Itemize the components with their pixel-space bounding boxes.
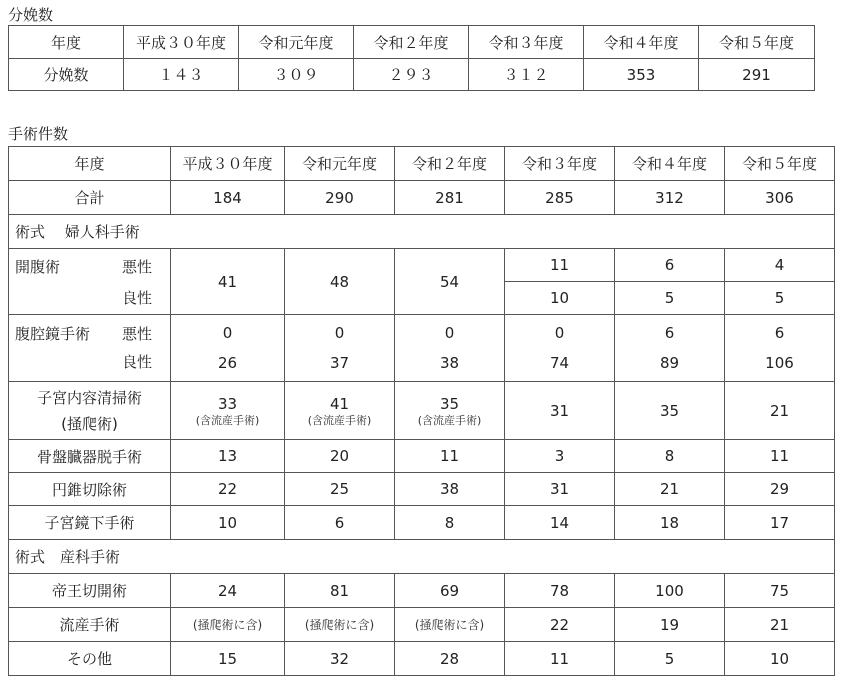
cell: ２９３ [354,59,469,91]
cell: 41 [171,249,285,315]
label-line [15,320,152,348]
deliveries-table [8,25,815,91]
cell: 11 [725,440,835,473]
cell: 13 [171,440,285,473]
cell: 5 [725,282,835,315]
dc-row [9,382,835,440]
value-benign: 89 [659,354,680,372]
cell: 10 [725,642,835,676]
cell [505,315,615,382]
sub-label: 良性 [121,288,152,307]
row-label: 子宮内容清掃術 [36,388,142,407]
cell: 312 [615,181,725,215]
cell: 285 [505,181,615,215]
cell: 184 [171,181,285,215]
cell: １４３ [124,59,239,91]
cell: 20 [285,440,395,473]
cell: 291 [699,59,815,91]
cell [171,315,285,382]
table-row [9,59,815,91]
cell: 28 [395,642,505,676]
cell: 11 [395,440,505,473]
cell: 18 [615,506,725,540]
total-row [9,181,835,215]
year-header: 令和２年度 [395,147,505,181]
cell [285,608,395,642]
cell: 29 [725,473,835,506]
value-malignant: 0 [444,324,455,342]
row-label: 円錐切除術 [9,473,171,506]
value-benign: 74 [549,354,570,372]
label-line [15,348,152,376]
cell: 15 [171,642,285,676]
laparotomy-label-cell [9,249,171,315]
value-malignant: 6 [774,324,785,342]
surgeries-header-row [9,147,835,181]
gyn-section-row [9,215,835,249]
table-row [9,574,835,608]
table-row [9,608,835,642]
year-header: 令和元年度 [285,147,395,181]
note: (含流産手術) [195,413,260,427]
surgeries-table [8,146,835,676]
value-malignant: 0 [222,324,233,342]
cell [285,382,395,440]
cell: 100 [615,574,725,608]
cell [395,382,505,440]
cell: 17 [725,506,835,540]
sub-label: 良性 [121,353,152,371]
ob-section-row [9,540,835,574]
cell: 31 [505,382,615,440]
cell: 22 [171,473,285,506]
value: 41 [329,394,350,413]
sub-label: 悪性 [121,257,152,276]
cell: 290 [285,181,395,215]
laparoscopy-label-cell [9,315,171,382]
cell: 10 [171,506,285,540]
value-benign: 37 [329,354,350,372]
table-row [9,642,835,676]
row-label: 流産手術 [9,608,171,642]
section-label: 術式 産科手術 [9,540,835,574]
year-header: 令和５年度 [699,26,815,59]
cell: 21 [615,473,725,506]
cell: 19 [615,608,725,642]
cell: 69 [395,574,505,608]
sub-label: 悪性 [121,325,152,343]
cell: 5 [615,642,725,676]
cell: 25 [285,473,395,506]
cell: 281 [395,181,505,215]
laparoscopy-row [9,315,835,382]
cell: 6 [615,249,725,282]
year-header: 平成３０年度 [171,147,285,181]
cell: 32 [285,642,395,676]
cell: 35 [615,382,725,440]
value-benign: 106 [765,354,794,372]
cell: 353 [584,59,699,91]
surgeries-title: 手術件数 [8,125,69,143]
cell: 4 [725,249,835,282]
value: 33 [217,394,238,413]
value-malignant: 6 [664,324,675,342]
cell: 10 [505,282,615,315]
year-header: 令和４年度 [615,147,725,181]
year-header: 平成３０年度 [124,26,239,59]
note: (掻爬術に含) [414,617,485,632]
deliveries-title: 分娩数 [8,6,54,24]
value: 35 [439,394,460,413]
dc-label-cell [9,382,171,440]
label-line [15,287,152,308]
cell: 38 [395,473,505,506]
year-header: 令和元年度 [239,26,354,59]
cell: ３１２ [469,59,584,91]
row-label: 分娩数 [9,59,124,91]
row-label: 骨盤臓器脱手術 [9,440,171,473]
cell: 21 [725,608,835,642]
year-header: 令和３年度 [469,26,584,59]
cell: 81 [285,574,395,608]
year-header: 令和５年度 [725,147,835,181]
note: (掻爬術に含) [304,617,375,632]
cell [285,315,395,382]
value-benign: 38 [439,354,460,372]
cell: 6 [285,506,395,540]
cell: ３０９ [239,59,354,91]
year-header: 令和３年度 [505,147,615,181]
cell [395,315,505,382]
section-label: 術式 婦人科手術 [9,215,835,249]
cell [171,608,285,642]
cell: 24 [171,574,285,608]
cell: 22 [505,608,615,642]
label-line [15,256,152,277]
year-header: 令和４年度 [584,26,699,59]
row-label: 合計 [9,181,171,215]
row-label: 腹腔鏡手術 [15,325,91,343]
cell: 75 [725,574,835,608]
header-cell: 年度 [9,147,171,181]
cell: 306 [725,181,835,215]
cell: 8 [615,440,725,473]
cell: 5 [615,282,725,315]
deliveries-header-row [9,26,815,59]
cell [725,315,835,382]
table-row [9,249,835,282]
cell: 78 [505,574,615,608]
cell: 11 [505,249,615,282]
header-cell: 年度 [9,26,124,59]
row-label: 子宮鏡下手術 [9,506,171,540]
note: (掻爬術に含) [192,617,263,632]
year-header: 令和２年度 [354,26,469,59]
row-label-sub: (掻爬術) [61,414,118,433]
cell [395,608,505,642]
cell: 21 [725,382,835,440]
row-label: 開腹術 [15,257,61,276]
cell: 8 [395,506,505,540]
cell: 54 [395,249,505,315]
row-label: その他 [9,642,171,676]
cell [171,382,285,440]
value-benign: 26 [217,354,238,372]
row-label: 帝王切開術 [9,574,171,608]
cell: 48 [285,249,395,315]
cell: 14 [505,506,615,540]
table-row [9,473,835,506]
note: (含流産手術) [307,413,372,427]
table-row [9,440,835,473]
cell [615,315,725,382]
note: (含流産手術) [417,413,482,427]
value-malignant: 0 [334,324,345,342]
value-malignant: 0 [554,324,565,342]
table-row [9,506,835,540]
cell: 31 [505,473,615,506]
cell: 3 [505,440,615,473]
cell: 11 [505,642,615,676]
